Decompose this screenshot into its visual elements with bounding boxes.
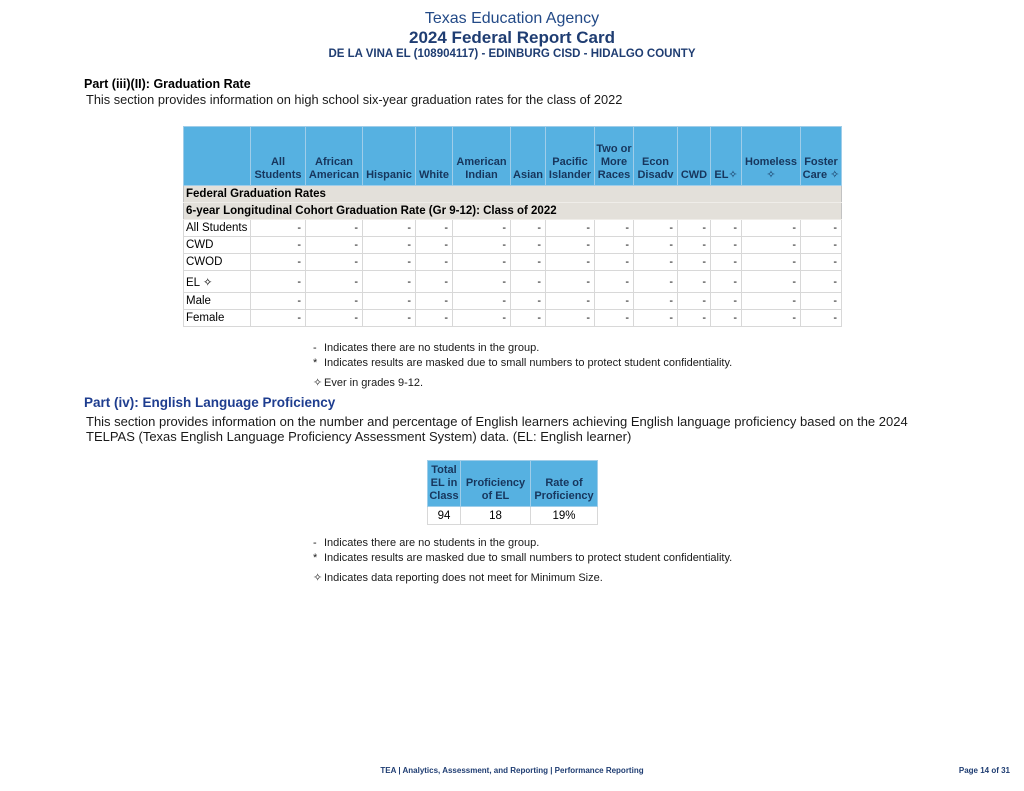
grad-data-row (184, 254, 842, 271)
grad-value-cell: - (306, 254, 363, 271)
grad-value-cell: - (742, 310, 801, 327)
grad-header-row (184, 127, 842, 186)
grad-value-cell: - (453, 310, 511, 327)
grad-value-cell: - (742, 254, 801, 271)
grad-value-cell: - (363, 293, 416, 310)
footer-org-line: TEA | Analytics, Assessment, and Reporting | Performance Reporting (380, 766, 644, 775)
grad-value-cell: - (363, 220, 416, 237)
footnote-text: Indicates data reporting does not meet for Minimum Size. (324, 572, 603, 584)
grad-value-cell: - (546, 237, 595, 254)
grad-value-cell: - (595, 293, 634, 310)
grad-value-cell: - (711, 310, 742, 327)
grad-data-row (184, 310, 842, 327)
grad-value-cell: - (251, 271, 306, 293)
campus-line: DE LA VINA EL (108904117) - EDINBURG CISD - HIDALGO COUNTY (328, 48, 696, 60)
grad-value-cell: - (546, 254, 595, 271)
grad-value-cell: - (306, 293, 363, 310)
grad-value-cell: - (511, 310, 546, 327)
grad-row-label: CWOD (184, 254, 251, 271)
part-iii-heading: Part (iii)(II): Graduation Rate (84, 77, 251, 91)
grad-value-cell: - (742, 220, 801, 237)
footnote-text: Indicates results are masked due to small numbers to protect student confidentiality. (324, 552, 733, 564)
grad-column-header: Asian (511, 127, 546, 186)
telpas-table (427, 460, 598, 525)
footnote-marker: * (313, 552, 318, 564)
grad-value-cell: - (511, 237, 546, 254)
grad-row-label: EL ✧ (184, 271, 251, 293)
grad-value-cell: - (742, 293, 801, 310)
grad-value-cell: - (634, 271, 678, 293)
grad-value-cell: - (363, 254, 416, 271)
grad-value-cell: - (595, 237, 634, 254)
grad-data-row (184, 220, 842, 237)
telpas-value-row (428, 507, 598, 525)
page-footer (0, 766, 1024, 775)
footnote-marker: - (313, 537, 317, 549)
grad-value-cell: - (595, 220, 634, 237)
grad-value-cell: - (678, 310, 711, 327)
telpas-header-row (428, 461, 598, 507)
grad-column-header: Pacific Islander (546, 127, 595, 186)
footnote-text: Indicates results are masked due to small numbers to protect student confidentiality. (324, 357, 733, 369)
grad-value-cell: - (678, 220, 711, 237)
grad-value-cell: - (634, 310, 678, 327)
footnote-marker: ✧ (313, 572, 323, 584)
grad-section-row (184, 203, 842, 220)
grad-value-cell: - (251, 254, 306, 271)
grad-column-header: All Students (251, 127, 306, 186)
grad-column-header: CWD (678, 127, 711, 186)
grad-row-label: CWD (184, 237, 251, 254)
footnote-line (313, 341, 732, 356)
telpas-column-header: Total EL in Class (428, 461, 461, 507)
grad-column-header: Homeless ✧ (742, 127, 801, 186)
grad-column-header: White (416, 127, 453, 186)
grad-column-header: Two or More Races (595, 127, 634, 186)
telpas-value-cell: 18 (461, 507, 531, 525)
grad-value-cell: - (742, 271, 801, 293)
grad-column-header: American Indian (453, 127, 511, 186)
footnote-line (313, 356, 732, 371)
graduation-footnotes (313, 341, 732, 391)
grad-value-cell: - (711, 254, 742, 271)
telpas-value-cell: 94 (428, 507, 461, 525)
part-iv-heading: Part (iv): English Language Proficiency (84, 395, 336, 410)
footnote-line (313, 376, 732, 391)
grad-value-cell: - (453, 237, 511, 254)
graduation-table-wrap (183, 126, 842, 327)
grad-value-cell: - (546, 310, 595, 327)
grad-value-cell: - (416, 220, 453, 237)
grad-section-label: 6-year Longitudinal Cohort Graduation Rate (Gr 9-12): Class of 2022 (184, 203, 842, 220)
part-iii-description: This section provides information on high school six-year graduation rates for the class of 2022 (86, 92, 623, 107)
grad-value-cell: - (742, 237, 801, 254)
grad-value-cell: - (363, 237, 416, 254)
grad-value-cell: - (546, 220, 595, 237)
grad-value-cell: - (306, 237, 363, 254)
grad-column-header: Hispanic (363, 127, 416, 186)
footnote-marker: ✧ (313, 377, 323, 389)
grad-value-cell: - (801, 310, 842, 327)
grad-value-cell: - (416, 254, 453, 271)
grad-section-row (184, 186, 842, 203)
grad-column-header: African American (306, 127, 363, 186)
grad-data-row (184, 237, 842, 254)
grad-column-header: Foster Care ✧ (801, 127, 842, 186)
grad-value-cell: - (801, 293, 842, 310)
grad-value-cell: - (453, 254, 511, 271)
telpas-table-wrap (427, 460, 598, 525)
grad-value-cell: - (711, 271, 742, 293)
grad-row-label: Male (184, 293, 251, 310)
grad-value-cell: - (678, 254, 711, 271)
grad-value-cell: - (595, 310, 634, 327)
footnote-text: Indicates there are no students in the group. (324, 537, 540, 549)
part-iv-description: This section provides information on the number and percentage of English learners achieving English language proficiency based on the 2024 TELPAS (Texas English Language Proficiency Assessment System) data. (EL: English learner) (86, 414, 908, 444)
grad-value-cell: - (801, 271, 842, 293)
grad-value-cell: - (251, 237, 306, 254)
grad-value-cell: - (511, 220, 546, 237)
footnote-text: Ever in grades 9-12. (324, 377, 424, 389)
grad-value-cell: - (546, 271, 595, 293)
grad-value-cell: - (251, 220, 306, 237)
grad-data-row (184, 293, 842, 310)
grad-value-cell: - (416, 293, 453, 310)
grad-value-cell: - (678, 293, 711, 310)
telpas-column-header: Rate of Proficiency (531, 461, 598, 507)
grad-value-cell: - (711, 293, 742, 310)
graduation-table (183, 126, 842, 327)
footnote-marker: - (313, 342, 317, 354)
grad-value-cell: - (801, 254, 842, 271)
grad-value-cell: - (801, 220, 842, 237)
grad-column-header (184, 127, 251, 186)
grad-value-cell: - (363, 271, 416, 293)
grad-value-cell: - (306, 271, 363, 293)
footer-page-number: Page 14 of 31 (958, 766, 1010, 775)
telpas-footnotes (313, 536, 732, 586)
grad-value-cell: - (511, 254, 546, 271)
footnote-text: Indicates there are no students in the group. (324, 342, 540, 354)
grad-column-header: Econ Disadv (634, 127, 678, 186)
telpas-column-header: Proficiency of EL (461, 461, 531, 507)
grad-column-header: EL✧ (711, 127, 742, 186)
grad-value-cell: - (251, 310, 306, 327)
grad-value-cell: - (453, 293, 511, 310)
grad-value-cell: - (416, 271, 453, 293)
grad-value-cell: - (634, 254, 678, 271)
footnote-line (313, 551, 732, 566)
grad-value-cell: - (711, 237, 742, 254)
grad-value-cell: - (453, 271, 511, 293)
grad-row-label: All Students (184, 220, 251, 237)
grad-value-cell: - (546, 293, 595, 310)
document-header (0, 10, 1024, 61)
grad-value-cell: - (595, 271, 634, 293)
grad-value-cell: - (453, 220, 511, 237)
section-graduation-rate (84, 77, 944, 107)
grad-value-cell: - (416, 310, 453, 327)
grad-value-cell: - (678, 271, 711, 293)
grad-value-cell: - (306, 310, 363, 327)
grad-value-cell: - (634, 237, 678, 254)
grad-value-cell: - (634, 293, 678, 310)
grad-value-cell: - (416, 237, 453, 254)
grad-value-cell: - (306, 220, 363, 237)
grad-row-label: Female (184, 310, 251, 327)
grad-value-cell: - (595, 254, 634, 271)
footnote-line (313, 571, 732, 586)
footnote-marker: * (313, 357, 318, 369)
grad-section-label: Federal Graduation Rates (184, 186, 842, 203)
grad-value-cell: - (363, 310, 416, 327)
footnote-line (313, 536, 732, 551)
section-english-language-proficiency (84, 394, 916, 444)
grad-value-cell: - (801, 237, 842, 254)
grad-value-cell: - (511, 293, 546, 310)
grad-value-cell: - (511, 271, 546, 293)
agency-title: Texas Education Agency (424, 10, 600, 27)
telpas-value-cell: 19% (531, 507, 598, 525)
grad-value-cell: - (634, 220, 678, 237)
report-title: 2024 Federal Report Card (409, 28, 615, 47)
grad-data-row (184, 271, 842, 293)
grad-value-cell: - (678, 237, 711, 254)
grad-value-cell: - (711, 220, 742, 237)
grad-value-cell: - (251, 293, 306, 310)
